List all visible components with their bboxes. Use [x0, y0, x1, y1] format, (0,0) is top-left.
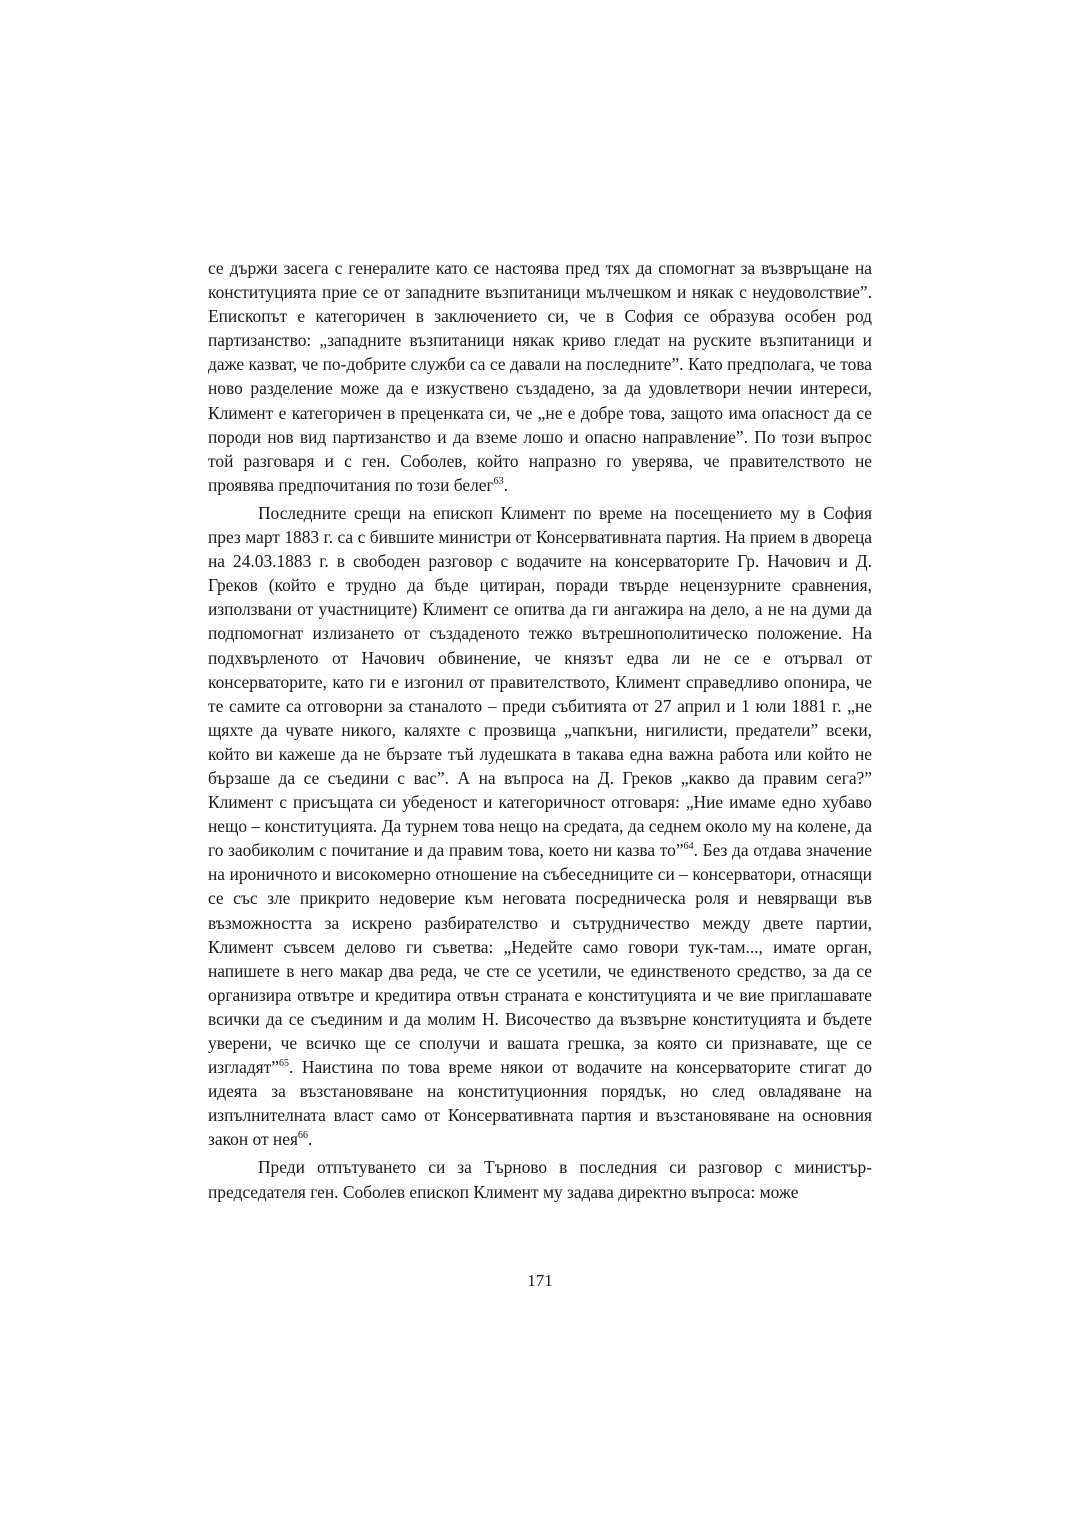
footnote-marker: 65	[279, 1058, 289, 1070]
paragraph-text: Преди отпътуването си за Търново в последния си разговор с министър-председателя ген. Соболев епископ Климент му задава директно въпроса: може	[208, 1157, 872, 1202]
footnote-marker: 63	[493, 476, 504, 488]
paragraph	[208, 501, 872, 1152]
paragraph-text: .	[307, 1129, 313, 1150]
paragraph-text: . Без да отдава значение на ироничното и високомерно отношение на събеседниците си – консерватори, отнасящи се със зле прикрито недоверие към неговата посредническа роля и невярващи във възможността за искрено разбирателство и сътрудничество между двете партии, Климент съвсем делово ги съветва: „Недейте само говори тук-там..., имате орган, напишете в него макар два реда, че сте се усетили, че единственото средство, за да се организира отвътре и кредитира отвън страната е конституцията и че вие приглашавате всички да се съединим и да молим Н. Височество да възвърне конституцията и бъдете уверени, че всичко ще се сполучи и вашата грешка, за която си признавате, ще се изгладят”	[208, 840, 872, 1078]
body-text	[208, 256, 872, 1208]
paragraph	[208, 256, 872, 497]
paragraph-text: . Наистина по това време някои от водачите на консерваторите стигат до идеята за възстановяване на конституционния порядък, но след овладяване на изпълнителната власт само от Консервативната партия и възстановяване на основния закон от нея	[208, 1057, 872, 1150]
paragraph-text: Последните срещи на епископ Климент по време на посещението му в София през март 1883 г. са с бившите министри от Консервативната партия. На прием в двореца на 24.03.1883 г. в свободен разговор с водачите на консерваторите Гр. Начович и Д. Греков (който е трудно да бъде цитиран, поради твърде нецензурните сравнения, използвани от участниците) Климент се опитва да ги ангажира на дело, а не на думи да подпомогнат излизането от създаденото тежко вътрешнополитическо положение. На подхвърленото от Начович обвинение, че князът едва ли не се е отървал от консерваторите, като ги е изгонил от правителството, Климент справедливо опонира, че те самите са отговорни за станалото – преди събитията от 27 април и 1 юли 1881 г. „не щяхте да чувате никого, каляхте с прозвища „чапкъни, нигилисти, предатели” всеки, който ви кажеше да не бързате тъй лудешката в такава една важна работа или който не бързаше да се съедини с вас”. А на въпроса на Д. Греков „какво да правим сега?” Климент с присъщата си убеденост и категоричност отговаря: „Ние имаме едно хубаво нещо – конституцията. Да турнем това нещо на средата, да седнем около му на колене, да го заобиколим с почитание и да правим това, което ни казва то”	[208, 502, 873, 861]
footnote-marker: 64	[683, 841, 694, 853]
page-number: 171	[527, 1271, 553, 1290]
paragraph-text: .	[503, 474, 508, 495]
footnote-marker: 66	[297, 1130, 308, 1142]
paragraph	[208, 1155, 872, 1203]
paragraph-text: се държи засега с генералите като се настоява пред тях да спомогнат за възвръщане на конституцията прие се от западните възпитаници мълчешком и някак с неудоволствие”. Епископът е категоричен в заключението си, че в София се образува особен род партизанство: „западните възпитаници някак криво гледат на руските възпитаници и даже казват, че по-добрите служби са се давали на последните”. Като предполага, че това ново разделение може да е изкуствено създадено, за да удовлетвори нечии интереси, Климент е категоричен в преценката си, че „не е добре това, защото има опасност да се породи нов вид партизанство и да вземе лошо и опасно направление”. По този въпрос той разговаря и с ген. Соболев, който напразно го уверява, че правителството не проявява предпочитания по този белег	[208, 258, 872, 495]
